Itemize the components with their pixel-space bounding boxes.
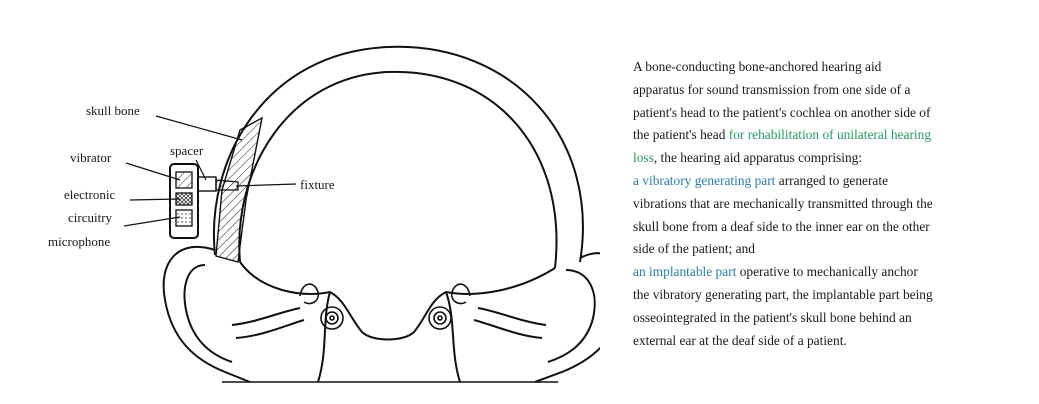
label-microphone: microphone — [48, 234, 111, 249]
claim-line: patient's head to the patient's cochlea on another side of — [633, 104, 931, 120]
highlight-vibratory-generating-part: a vibratory generating part — [633, 172, 776, 188]
microphone-block — [176, 210, 192, 226]
claim-line: the vibratory generating part, the implantable part being — [633, 286, 933, 302]
claim-text — [633, 56, 1033, 352]
label-spacer: spacer — [170, 143, 204, 158]
claim-line — [633, 261, 1033, 284]
claim-line: external ear at the deaf side of a patient. — [633, 332, 847, 348]
claim-text-segment: operative to mechanically anchor — [736, 264, 918, 280]
spacer — [198, 177, 216, 191]
claim-line: A bone-conducting bone-anchored hearing aid — [633, 59, 882, 74]
leader-lines — [124, 116, 296, 226]
label-fixture: fixture — [300, 177, 335, 192]
label-skull-bone: skull bone — [86, 103, 140, 118]
highlight-loss: loss — [633, 150, 654, 166]
cochlea-left — [300, 284, 343, 329]
claim-line: side of the patient; and — [633, 241, 755, 257]
claim-line: vibrations that are mechanically transmitted through the — [633, 195, 933, 211]
label-vibrator: vibrator — [70, 150, 112, 165]
fixture-screw — [216, 180, 238, 190]
claim-line — [633, 147, 1033, 170]
label-circuitry: circuitry — [68, 210, 113, 225]
claim-text-segment: the patient's head — [633, 127, 729, 143]
claim-line: apparatus for sound transmission from one side of a — [633, 81, 911, 97]
label-electronic: electronic — [64, 187, 116, 202]
highlight-unilateral-hearing: for rehabilitation of unilateral hearing — [728, 127, 932, 143]
claim-text-segment: , the hearing aid apparatus comprising: — [653, 150, 863, 166]
claim-text-segment: arranged to generate — [775, 172, 889, 188]
highlight-implantable-part: an implantable part — [633, 264, 737, 280]
claim-line: osseointegrated in the patient's skull bone behind an — [633, 309, 912, 325]
claim-line — [633, 170, 1033, 193]
claim-line — [633, 124, 1033, 147]
claim-line: skull bone from a deaf side to the inner ear on the other — [633, 218, 930, 234]
